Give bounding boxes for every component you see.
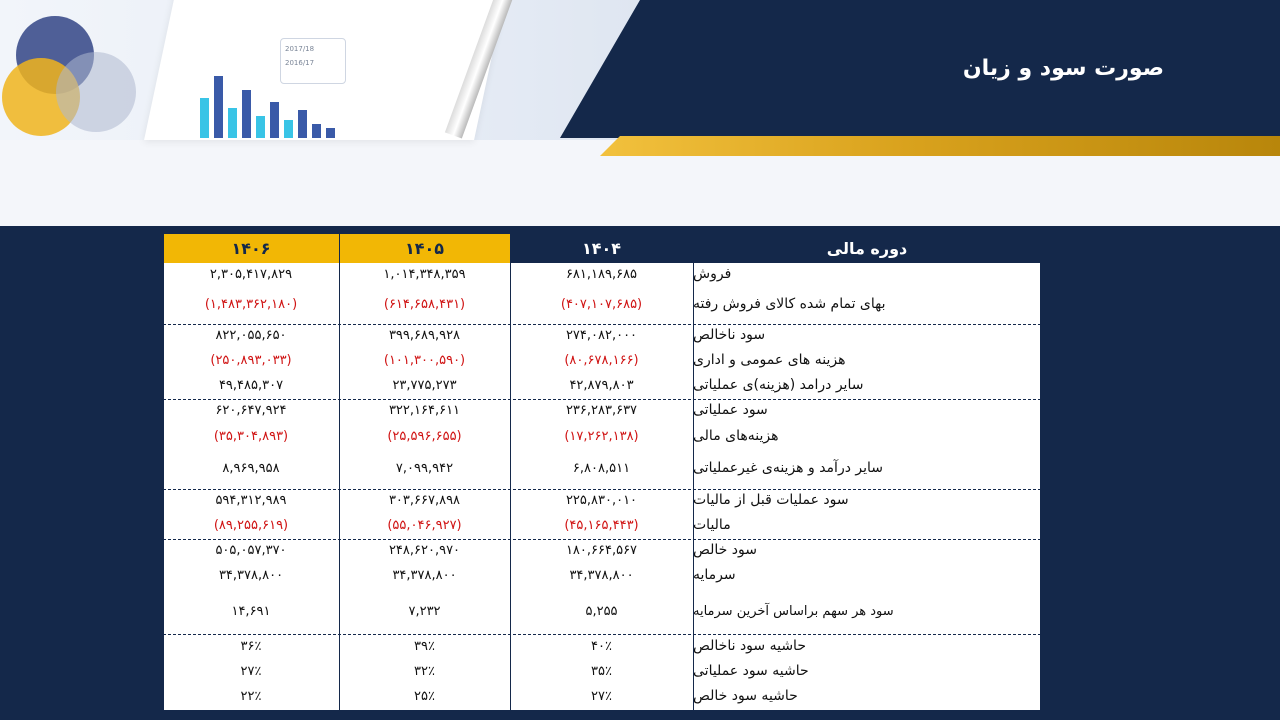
value-cell-1405: ۳۴,۳۷۸,۸۰۰ <box>392 567 457 583</box>
value-cell-1404: ۳۴,۳۷۸,۸۰۰ <box>569 567 634 583</box>
value-cell-1406: (۳۵,۳۰۴,۸۹۳) <box>213 428 289 444</box>
slide-header <box>0 0 1280 230</box>
value-cell-1404: ۲۷٪ <box>591 688 612 704</box>
value-cell-1404: ۶۸۱,۱۸۹,۶۸۵ <box>565 266 638 282</box>
value-cell-1406: ۲,۳۰۵,۴۱۷,۸۲۹ <box>209 266 293 282</box>
row-label: حاشیه سود ناخالص <box>693 638 806 654</box>
value-cell-1404: ۶,۸۰۸,۵۱۱ <box>572 460 631 476</box>
value-cell-1406: ۴۹,۴۸۵,۳۰۷ <box>218 377 284 393</box>
value-cell-1405: ۳۲٪ <box>414 663 435 679</box>
row-label: بهای تمام شده کالای فروش رفته <box>693 296 886 312</box>
row-label: سود عملیاتی <box>693 402 768 418</box>
value-cell-1405: ۷,۲۳۲ <box>408 603 441 619</box>
row-label: سرمایه <box>693 567 736 583</box>
value-cell-1405: (۲۵,۵۹۶,۶۵۵) <box>387 428 462 444</box>
value-cell-1405: ۳۰۳,۶۶۷,۸۹۸ <box>388 492 461 508</box>
header-gold-stripe <box>600 136 1280 156</box>
value-cell-1405: ۲۴۸,۶۲۰,۹۷۰ <box>388 542 461 558</box>
row-label: سود هر سهم براساس آخرین سرمایه <box>693 603 894 619</box>
card-line-2: 2016/17 <box>285 59 315 67</box>
value-cell-1406: ۲۷٪ <box>240 663 262 679</box>
decor-circle-gray <box>56 52 136 132</box>
value-cell-1404: ۴۰٪ <box>591 638 612 654</box>
value-cell-1404: ۴۲,۸۷۹,۸۰۳ <box>569 377 634 393</box>
row-label: هزینه‌های مالی <box>693 428 779 444</box>
value-cell-1406: ۳۶٪ <box>240 638 262 654</box>
card-line-1: 2017/18 <box>285 45 315 53</box>
value-cell-1404: ۲۳۶,۲۸۳,۶۳۷ <box>565 402 638 418</box>
value-cell-1404: ۱۸۰,۶۶۴,۵۶۷ <box>565 542 638 558</box>
value-cell-1404: (۸۰,۶۷۸,۱۶۶) <box>564 352 639 368</box>
value-cell-1405: ۷,۰۹۹,۹۴۲ <box>395 460 454 476</box>
row-label: مالیات <box>693 517 731 533</box>
header-period-label: دوره مالی <box>693 233 1041 263</box>
value-cell-1404: ۲۷۴,۰۸۲,۰۰۰ <box>565 327 638 343</box>
row-label: سود خالص <box>693 542 757 558</box>
row-label: فروش <box>693 266 732 282</box>
value-cell-1405: (۵۵,۰۴۶,۹۲۷) <box>387 517 462 533</box>
value-cell-1405: (۱۰۱,۳۰۰,۵۹۰) <box>383 352 466 368</box>
value-cell-1406: ۲۲٪ <box>240 688 262 704</box>
header-year-1406: ۱۴۰۶ <box>163 233 339 263</box>
value-cell-1405: ۱,۰۱۴,۳۴۸,۳۵۹ <box>383 266 466 282</box>
value-cell-1406: (۸۹,۲۵۵,۶۱۹) <box>213 517 289 533</box>
value-cell-1405: ۳۹٪ <box>414 638 435 654</box>
value-cell-1406: (۲۵۰,۸۹۳,۰۳۳) <box>210 352 292 368</box>
header-year-1405: ۱۴۰۵ <box>339 233 510 263</box>
value-cell-1406: ۳۴,۳۷۸,۸۰۰ <box>218 567 284 583</box>
row-label: سود ناخالص <box>693 327 766 343</box>
value-cell-1405: ۳۹۹,۶۸۹,۹۲۸ <box>388 327 461 343</box>
value-cell-1406: ۸۲۲,۰۵۵,۶۵۰ <box>215 327 287 343</box>
row-label: سایر درامد (هزینه)ی عملیاتی <box>693 377 864 393</box>
value-cell-1406: (۱,۴۸۳,۳۶۲,۱۸۰) <box>204 296 298 312</box>
value-cell-1406: ۸,۹۶۹,۹۵۸ <box>222 460 280 476</box>
page-title: صورت سود و زیان <box>962 56 1164 81</box>
value-cell-1406: ۶۲۰,۶۴۷,۹۲۴ <box>215 402 287 418</box>
value-cell-1405: (۶۱۴,۶۵۸,۴۳۱) <box>383 296 466 312</box>
income-statement-table <box>163 233 1041 711</box>
value-cell-1404: ۵,۲۵۵ <box>585 603 618 619</box>
header-navy-band <box>560 0 1280 138</box>
value-cell-1404: (۴۰۷,۱۰۷,۶۸۵) <box>560 296 643 312</box>
value-cell-1406: ۵۰۵,۰۵۷,۳۷۰ <box>215 542 287 558</box>
row-label: سود عملیات قبل از مالیات <box>693 492 849 508</box>
value-cell-1405: ۲۵٪ <box>414 688 435 704</box>
header-divider <box>0 226 1280 230</box>
row-label: سایر درآمد و هزینه‌ی غیرعملیاتی <box>693 460 884 476</box>
value-cell-1406: ۱۴,۶۹۱ <box>231 603 271 619</box>
value-cell-1405: ۳۲۲,۱۶۴,۶۱۱ <box>388 402 461 418</box>
value-cell-1404: ۲۲۵,۸۳۰,۰۱۰ <box>565 492 638 508</box>
value-cell-1406: ۵۹۴,۳۱۲,۹۸۹ <box>215 492 287 508</box>
header-year-1404: ۱۴۰۴ <box>510 233 693 263</box>
row-label: هزینه های عمومی و اداری <box>693 352 846 368</box>
value-cell-1404: ۳۵٪ <box>591 663 612 679</box>
value-cell-1405: ۲۳,۷۷۵,۲۷۳ <box>392 377 457 393</box>
row-label: حاشیه سود خالص <box>693 688 798 704</box>
value-cell-1404: (۴۵,۱۶۵,۴۴۳) <box>564 517 639 533</box>
row-label: حاشیه سود عملیاتی <box>693 663 809 679</box>
value-cell-1404: (۱۷,۲۶۲,۱۳۸) <box>564 428 639 444</box>
decor-note-card <box>280 38 346 84</box>
